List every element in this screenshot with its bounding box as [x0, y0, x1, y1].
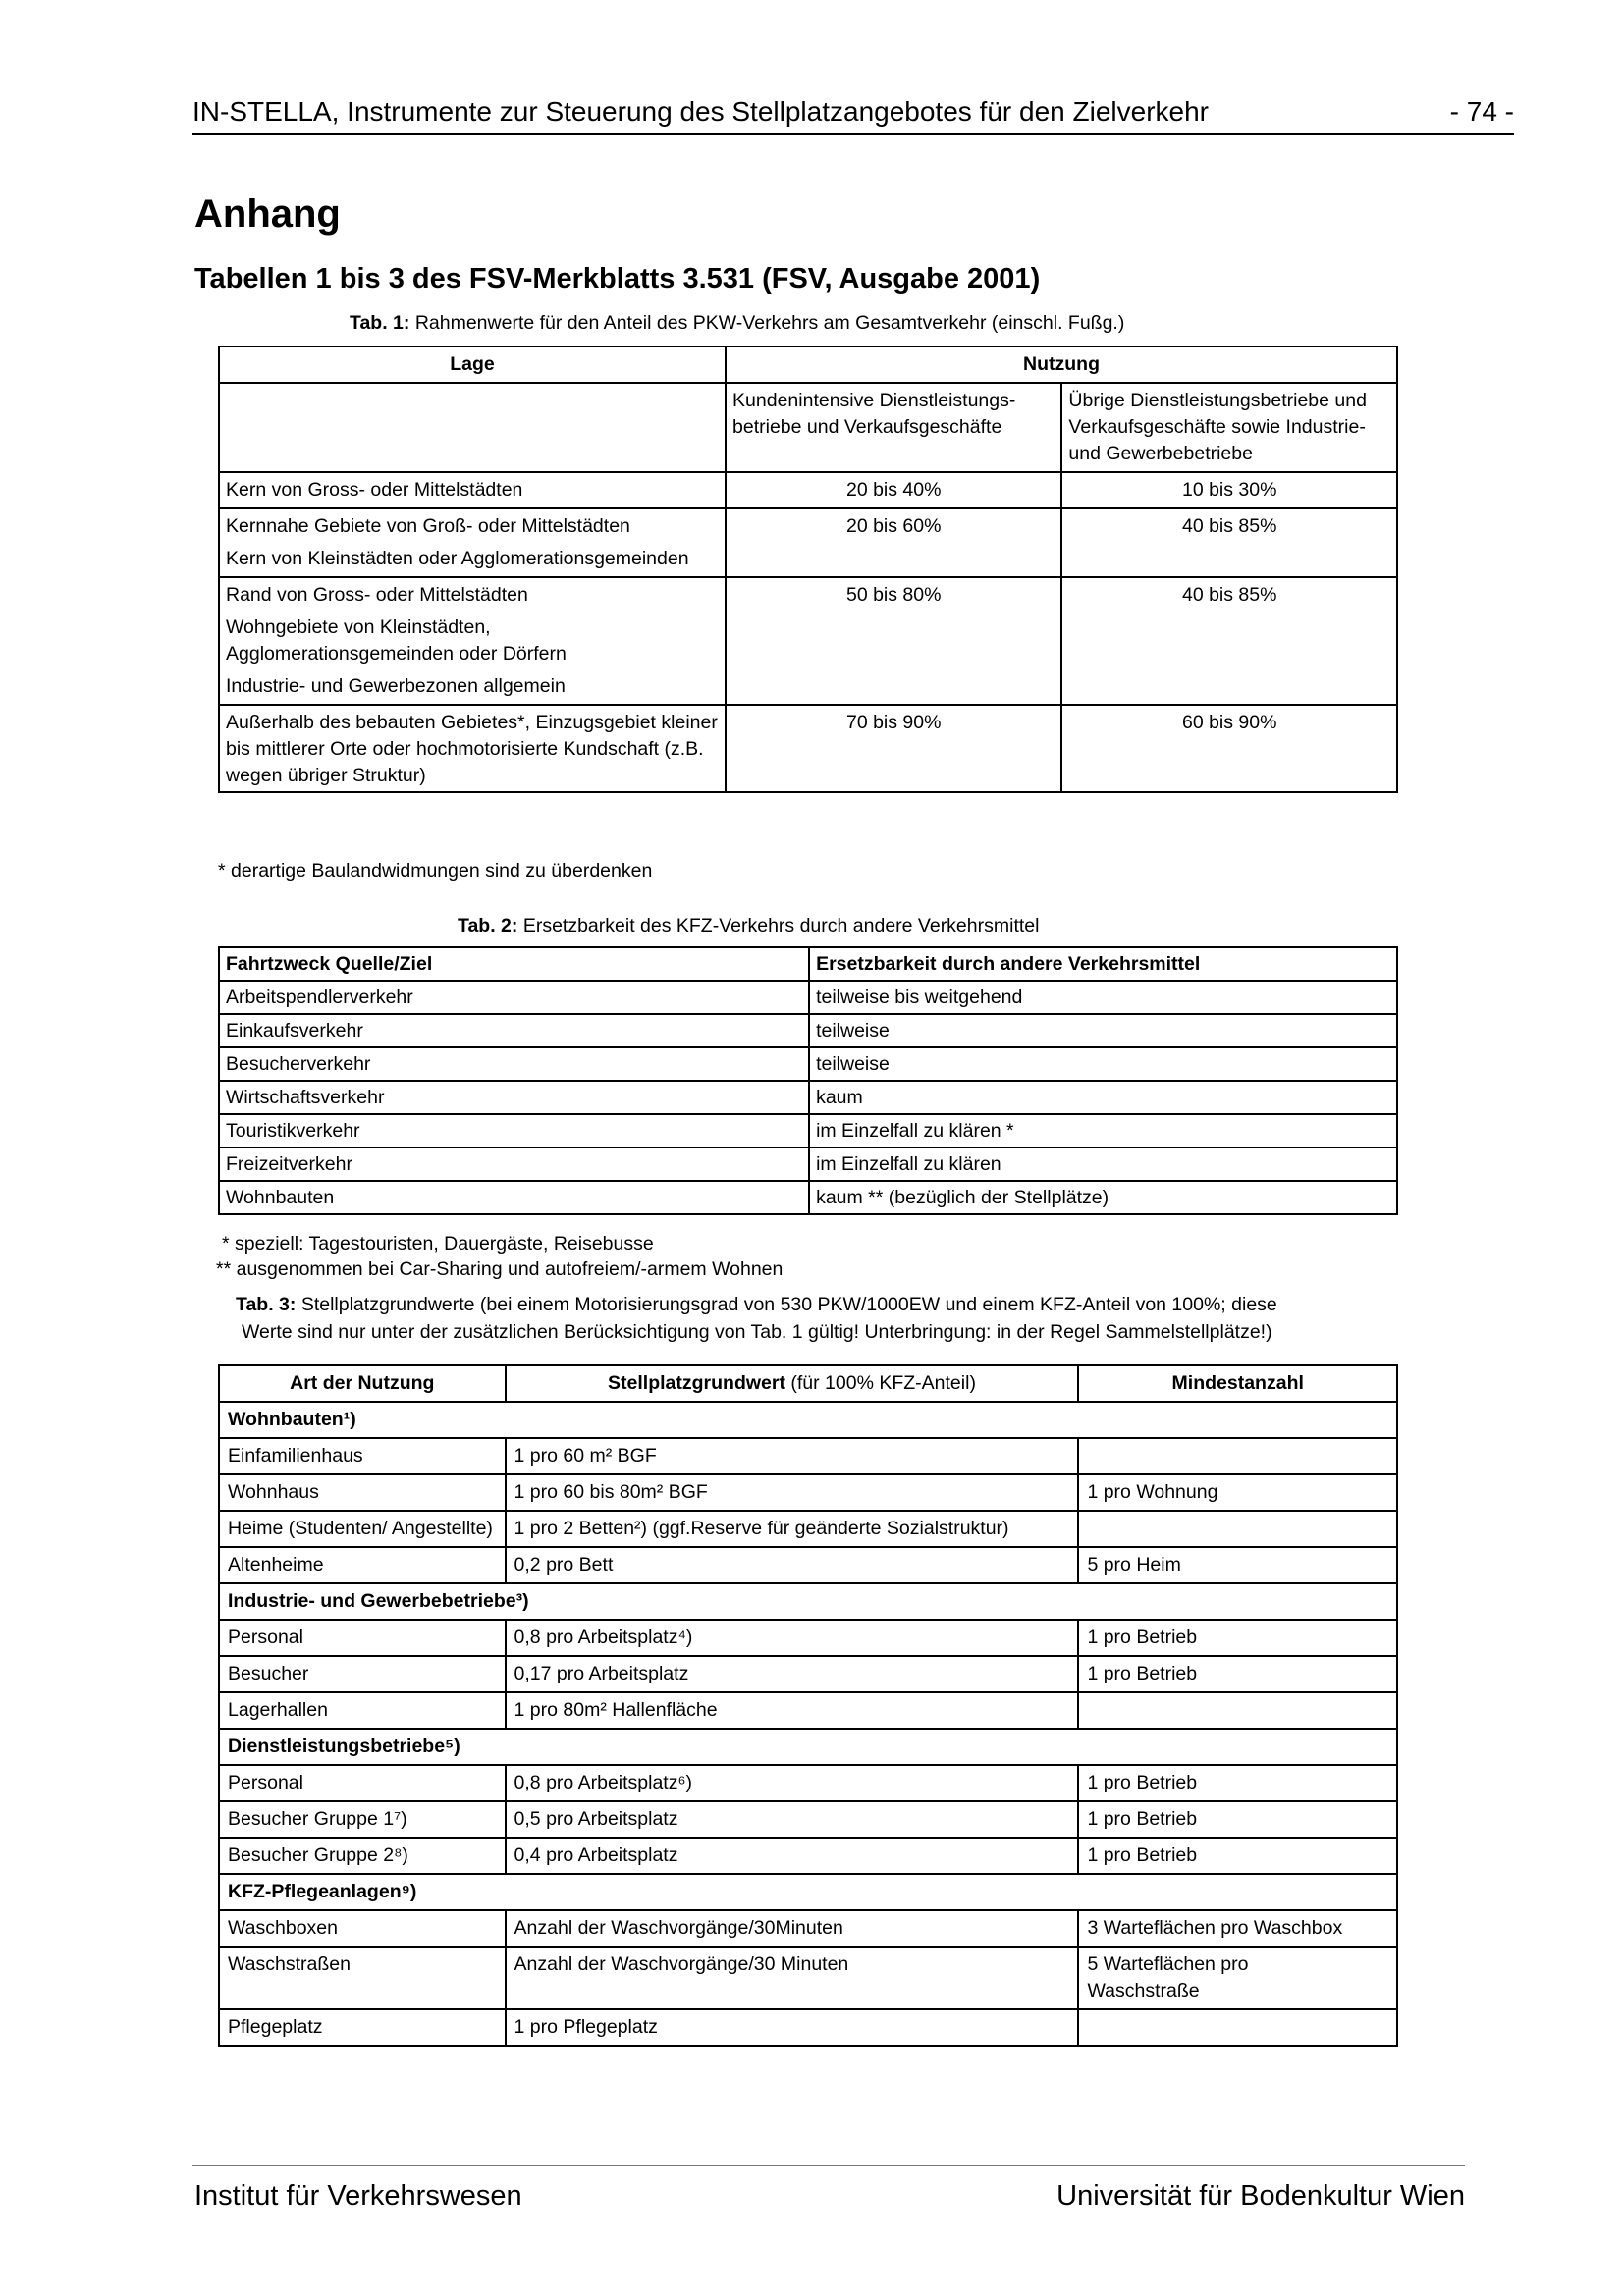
tab2-footnote-2: ** ausgenommen bei Car-Sharing und autofreiem/-armem Wohnen [216, 1258, 784, 1280]
tab3-group-header: KFZ-Pflegeanlagen⁹) [219, 1874, 1397, 1910]
tab1-lage-line: Industrie- und Gewerbezonen allgemein [226, 675, 566, 697]
tab3-cell-use: Pflegeplatz [219, 2009, 506, 2046]
tab3-cell-min: 5 Warteflächen pro Waschstraße [1078, 1947, 1397, 2009]
tab1-value-2: 10 bis 30% [1061, 472, 1397, 508]
tab3-head-col2 [506, 1365, 1079, 1402]
table-row [219, 1765, 1397, 1801]
tab3-cell-use: Waschboxen [219, 1910, 506, 1947]
tab3-cell-use: Personal [219, 1765, 506, 1801]
table-row [219, 1947, 1397, 2009]
tab3-group-header: Wohnbauten¹) [219, 1402, 1397, 1438]
table-1 [218, 346, 1398, 793]
tab3-cell-value: 0,17 pro Arbeitsplatz [506, 1656, 1079, 1692]
tab3-cell-value: 0,5 pro Arbeitsplatz [506, 1801, 1079, 1838]
tab1-value-1: 70 bis 90% [726, 705, 1061, 792]
tab3-cell-use: Einfamilienhaus [219, 1438, 506, 1474]
tab3-cell-value: 0,4 pro Arbeitsplatz [506, 1838, 1079, 1874]
tab3-cell-value: 0,8 pro Arbeitsplatz⁴) [506, 1620, 1079, 1656]
tab2-footnote-1: * speziell: Tagestouristen, Dauergäste, Reisebusse [222, 1233, 654, 1255]
table-row [219, 1547, 1397, 1583]
tab1-lage [219, 508, 726, 577]
tab3-cell-min: 5 pro Heim [1078, 1547, 1397, 1583]
table-3 [218, 1364, 1398, 2047]
page-header [192, 94, 1514, 135]
tab3-cell-min: 1 pro Betrieb [1078, 1838, 1397, 1874]
tab3-cell-value: 0,2 pro Bett [506, 1547, 1079, 1583]
tab3-cell-value: 1 pro 60 bis 80m² BGF [506, 1474, 1079, 1511]
tab3-cell-use: Waschstraßen [219, 1947, 506, 2009]
tab1-footnote: * derartige Baulandwidmungen sind zu überdenken [218, 860, 653, 881]
tab1-value-1: 50 bis 80% [726, 577, 1061, 705]
table-row [219, 1692, 1397, 1729]
tab3-cell-value: Anzahl der Waschvorgänge/30 Minuten [506, 1947, 1079, 2009]
tab3-cell-min: 1 pro Betrieb [1078, 1620, 1397, 1656]
tab1-lage-line: Rand von Gross- oder Mittelstädten [226, 584, 528, 606]
tab1-caption [350, 312, 1124, 335]
table-row [219, 1910, 1397, 1947]
tab3-cell-use: Besucher Gruppe 1⁷) [219, 1801, 506, 1838]
tab1-value-2: 40 bis 85% [1061, 508, 1397, 577]
tab1-head-nutzung: Nutzung [726, 347, 1397, 383]
table-row [219, 1014, 1397, 1047]
tab2-cell-replace: teilweise [809, 1047, 1397, 1081]
table-2 [218, 946, 1398, 1215]
tab2-cell-purpose: Freizeitverkehr [219, 1148, 809, 1181]
tab3-cell-min [1078, 1511, 1397, 1547]
table-row [219, 1511, 1397, 1547]
table-row [219, 1081, 1397, 1114]
table-row [219, 1474, 1397, 1511]
tab3-cell-value: Anzahl der Waschvorgänge/30Minuten [506, 1910, 1079, 1947]
tab2-cell-replace: kaum [809, 1081, 1397, 1114]
table-row [219, 1656, 1397, 1692]
document-title: IN-STELLA, Instrumente zur Steuerung des Stellplatzangebotes für den Zielverkehr [192, 96, 1209, 127]
tab2-cell-replace: im Einzelfall zu klären [809, 1148, 1397, 1181]
tab3-cell-min [1078, 1438, 1397, 1474]
tab3-cell-min: 1 pro Wohnung [1078, 1474, 1397, 1511]
tab3-cell-min: 3 Warteflächen pro Waschbox [1078, 1910, 1397, 1947]
tab3-caption-label: Tab. 3: [236, 1294, 297, 1315]
tab1-lage-line: Kern von Kleinstädten oder Agglomerationsgemeinden [226, 548, 689, 569]
tab2-cell-replace: im Einzelfall zu klären * [809, 1114, 1397, 1148]
tab3-cell-min [1078, 1692, 1397, 1729]
tab1-lage-line: Wohngebiete von Kleinstädten, Agglomerationsgemeinden oder Dörfern [226, 616, 567, 665]
table-row [219, 1438, 1397, 1474]
table-row [219, 1838, 1397, 1874]
table-row [219, 472, 1397, 508]
tab2-caption-label: Tab. 2: [458, 915, 518, 936]
tab2-cell-replace: teilweise [809, 1014, 1397, 1047]
section-subheading: Tabellen 1 bis 3 des FSV-Merkblatts 3.531 (FSV, Ausgabe 2001) [194, 263, 1041, 294]
footer-university: Universität für Bodenkultur Wien [1056, 2180, 1465, 2212]
tab2-cell-replace: teilweise bis weitgehend [809, 981, 1397, 1014]
table-row [219, 1148, 1397, 1181]
tab3-cell-use: Altenheime [219, 1547, 506, 1583]
tab3-caption-line-2: Werte sind nur unter der zusätzlichen Berücksichtigung von Tab. 1 gültig! Unterbringung: in der Regel Sammelstellplätze!) [242, 1321, 1272, 1343]
tab1-caption-text: Rahmenwerte für den Anteil des PKW-Verkehrs am Gesamtverkehr (einschl. Fußg.) [409, 312, 1125, 334]
tab3-cell-use: Besucher Gruppe 2⁸) [219, 1838, 506, 1874]
page-footer [192, 2165, 1465, 2212]
tab2-cell-purpose: Einkaufsverkehr [219, 1014, 809, 1047]
tab2-cell-replace: kaum ** (bezüglich der Stellplätze) [809, 1181, 1397, 1214]
table-row [219, 705, 1397, 792]
tab2-head-col2: Ersetzbarkeit durch andere Verkehrsmittel [809, 947, 1397, 981]
tab1-sub-col1: Kundenintensive Dienstleistungs-betriebe und Verkaufsgeschäfte [726, 383, 1061, 472]
tab1-sub-empty [219, 383, 726, 472]
tab3-cell-min: 1 pro Betrieb [1078, 1765, 1397, 1801]
tab1-caption-label: Tab. 1: [350, 312, 410, 334]
tab3-cell-min [1078, 2009, 1397, 2046]
tab2-head-col1: Fahrtzweck Quelle/Ziel [219, 947, 809, 981]
page-number: - 74 - [1449, 96, 1514, 127]
tab1-lage: Außerhalb des bebauten Gebietes*, Einzugsgebiet kleiner bis mittlerer Orte oder hochmotorisierte Kundschaft (z.B. wegen übriger Struktur) [219, 705, 726, 792]
table-row [219, 1181, 1397, 1214]
tab1-value-2: 40 bis 85% [1061, 577, 1397, 705]
tab2-caption [458, 915, 1039, 937]
table-row [219, 1047, 1397, 1081]
tab3-caption-text: Stellplatzgrundwerte (bei einem Motorisierungsgrad von 530 PKW/1000EW und einem KFZ-Anteil von 100%; diese [296, 1294, 1277, 1315]
tab3-cell-use: Lagerhallen [219, 1692, 506, 1729]
tab3-head-col3: Mindestanzahl [1078, 1365, 1397, 1402]
tab3-cell-value: 1 pro 80m² Hallenfläche [506, 1692, 1079, 1729]
table-row [219, 981, 1397, 1014]
tab3-head-col2-bold: Stellplatzgrundwert [608, 1372, 785, 1394]
table-row [219, 577, 1397, 705]
tab3-head-col1: Art der Nutzung [219, 1365, 506, 1402]
tab3-head-col2-rest: (für 100% KFZ-Anteil) [784, 1372, 976, 1394]
tab1-lage-line: Kernnahe Gebiete von Groß- oder Mittelstädten [226, 515, 630, 537]
section-heading: Anhang [194, 192, 341, 236]
tab3-cell-min: 1 pro Betrieb [1078, 1801, 1397, 1838]
table-row [219, 2009, 1397, 2046]
tab2-cell-purpose: Wirtschaftsverkehr [219, 1081, 809, 1114]
tab3-group-header: Dienstleistungsbetriebe⁵) [219, 1729, 1397, 1765]
tab2-caption-text: Ersetzbarkeit des KFZ-Verkehrs durch andere Verkehrsmittel [517, 915, 1040, 936]
tab3-cell-use: Wohnhaus [219, 1474, 506, 1511]
table-row [219, 508, 1397, 577]
tab3-cell-value: 1 pro 2 Betten²) (ggf.Reserve für geänderte Sozialstruktur) [506, 1511, 1079, 1547]
table-row [219, 1114, 1397, 1148]
tab2-cell-purpose: Wohnbauten [219, 1181, 809, 1214]
tab2-cell-purpose: Besucherverkehr [219, 1047, 809, 1081]
tab1-value-2: 60 bis 90% [1061, 705, 1397, 792]
tab1-sub-col2: Übrige Dienstleistungsbetriebe und Verkaufsgeschäfte sowie Industrie- und Gewerbebetriebe [1061, 383, 1397, 472]
tab1-value-1: 20 bis 40% [726, 472, 1061, 508]
tab3-cell-min: 1 pro Betrieb [1078, 1656, 1397, 1692]
tab1-value-1: 20 bis 60% [726, 508, 1061, 577]
table-row [219, 1801, 1397, 1838]
table-row [219, 1620, 1397, 1656]
tab1-head-lage: Lage [219, 347, 726, 383]
tab3-group-header: Industrie- und Gewerbebetriebe³) [219, 1583, 1397, 1620]
tab3-cell-use: Personal [219, 1620, 506, 1656]
footer-institute: Institut für Verkehrswesen [194, 2180, 522, 2212]
tab2-cell-purpose: Arbeitspendlerverkehr [219, 981, 809, 1014]
tab3-cell-value: 0,8 pro Arbeitsplatz⁶) [506, 1765, 1079, 1801]
tab2-cell-purpose: Touristikverkehr [219, 1114, 809, 1148]
tab3-cell-value: 1 pro Pflegeplatz [506, 2009, 1079, 2046]
tab3-cell-use: Heime (Studenten/ Angestellte) [219, 1511, 506, 1547]
tab3-caption-line-1 [236, 1294, 1277, 1316]
tab1-lage [219, 577, 726, 705]
tab3-cell-use: Besucher [219, 1656, 506, 1692]
tab1-lage: Kern von Gross- oder Mittelstädten [219, 472, 726, 508]
tab3-cell-value: 1 pro 60 m² BGF [506, 1438, 1079, 1474]
